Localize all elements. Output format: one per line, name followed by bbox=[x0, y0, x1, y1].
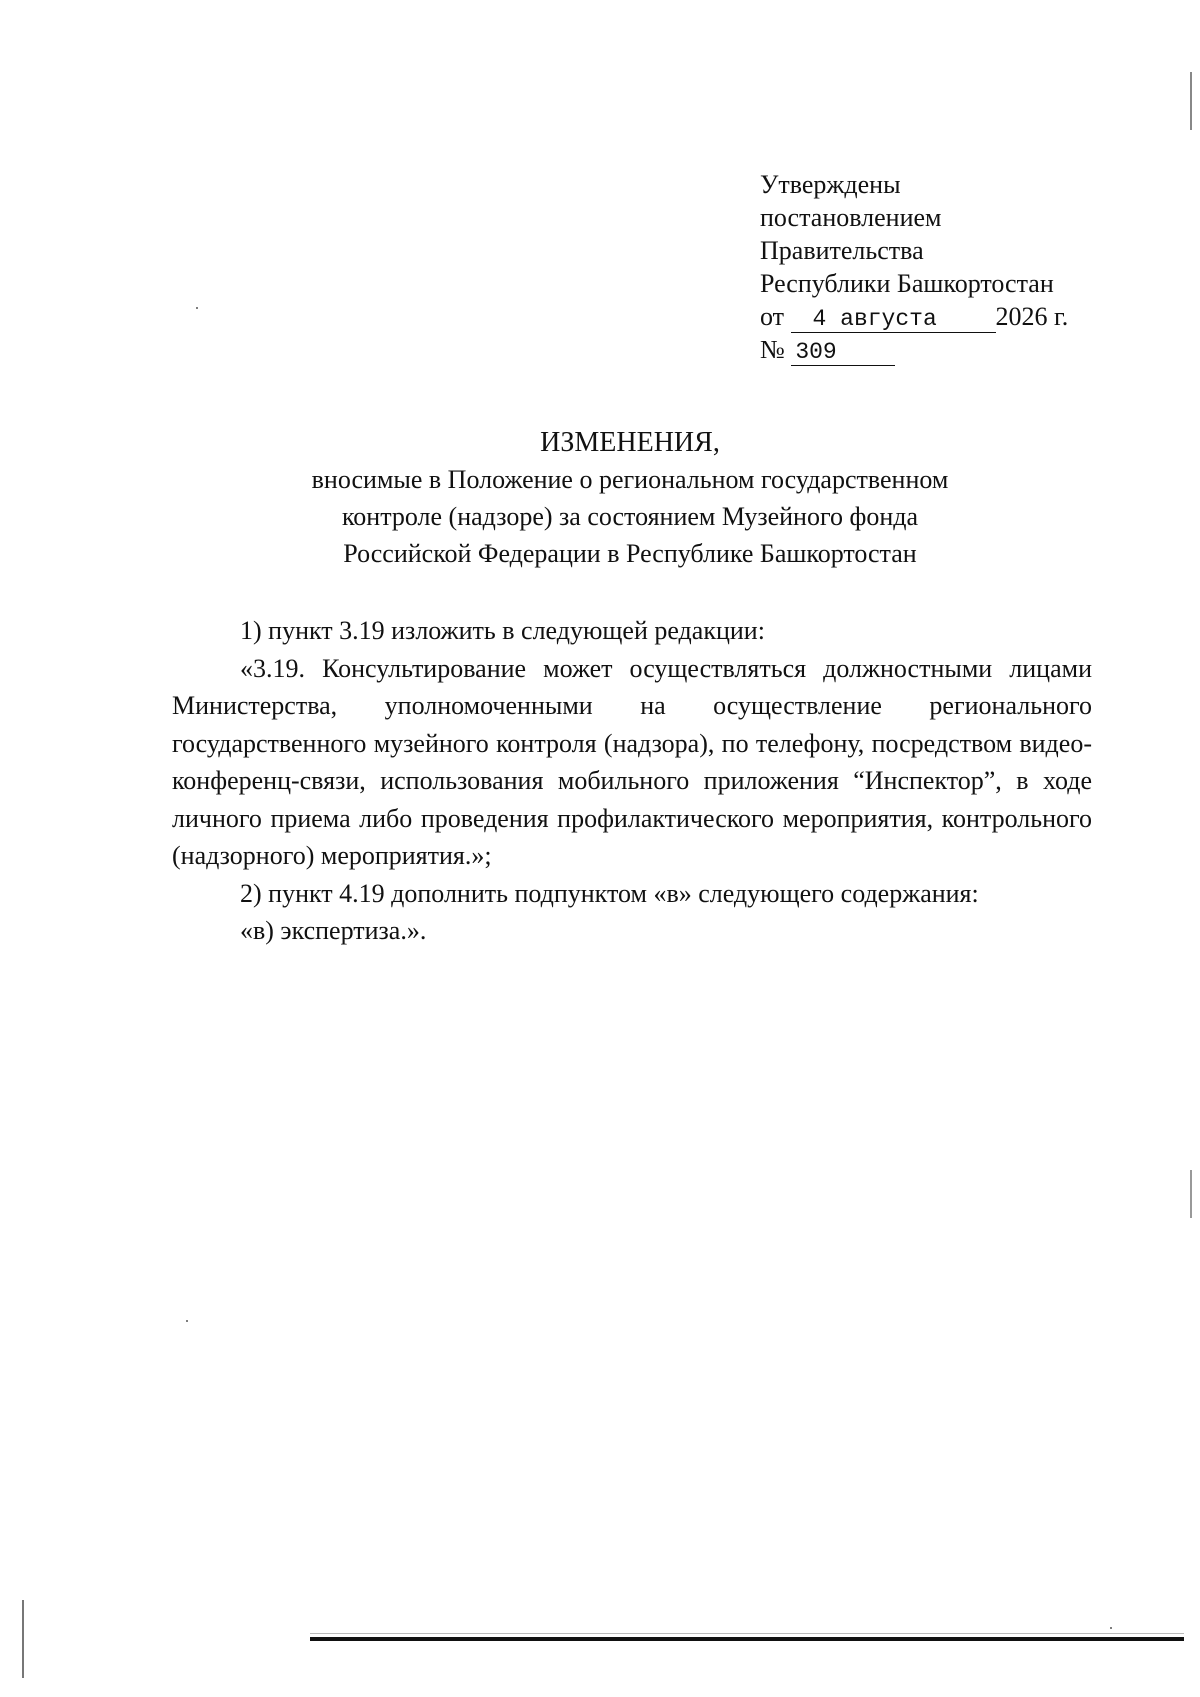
title-heading: ИЗМЕНЕНИЯ, bbox=[540, 427, 720, 458]
scan-edge-mark bbox=[22, 1600, 24, 1678]
title-line-2: контроле (надзоре) за состоянием Музейного фонда bbox=[341, 502, 919, 531]
title-line-3: Российской Федерации в Республике Башкортостан bbox=[343, 539, 917, 568]
scan-bottom-line bbox=[310, 1633, 1184, 1634]
scan-bottom-bar bbox=[310, 1637, 1184, 1641]
number-prefix: № bbox=[760, 335, 785, 364]
document-body bbox=[172, 612, 1092, 950]
approval-date-line bbox=[760, 300, 1140, 333]
date-suffix: 2026 г. bbox=[995, 302, 1069, 331]
amendment-item-1: 1) пункт 3.19 изложить в следующей редакции: bbox=[240, 616, 765, 645]
approval-line-resolution: постановлением bbox=[760, 203, 942, 232]
approval-block bbox=[760, 168, 1140, 366]
approval-line-government: Правительства bbox=[760, 236, 924, 265]
amendment-item-2-text: «в) экспертиза.». bbox=[240, 916, 427, 945]
document-title bbox=[170, 424, 1090, 572]
date-fill: 4 августа bbox=[791, 306, 996, 333]
amendment-item-2: 2) пункт 4.19 дополнить подпунктом «в» следующего содержания: bbox=[240, 878, 979, 908]
scan-speck bbox=[186, 1320, 188, 1322]
scan-edge-mark bbox=[1190, 72, 1192, 130]
number-fill: 309 bbox=[791, 339, 895, 366]
approval-line-approved: Утверждены bbox=[760, 170, 901, 199]
scan-edge-mark bbox=[1190, 1170, 1192, 1218]
title-line-1: вносимые в Положение о региональном государственном bbox=[311, 465, 949, 494]
approval-number-line bbox=[760, 333, 1140, 366]
scan-speck bbox=[1110, 1627, 1112, 1629]
approval-line-republic: Республики Башкортостан bbox=[760, 269, 1054, 298]
scan-speck bbox=[196, 307, 198, 309]
amendment-item-1-text: «3.19. Консультирование может осуществляться должностными лицами Министерства, уполномоченными на осуществление регионального государственного музейного контроля (надзора), по телефону, посредством видео-конференц-связи, использования мобильного приложения “Инспектор”, в ходе личного приема либо проведения профилактического мероприятия, контрольного (надзорного) мероприятия.»; bbox=[172, 653, 1092, 870]
date-prefix: от bbox=[760, 302, 785, 331]
